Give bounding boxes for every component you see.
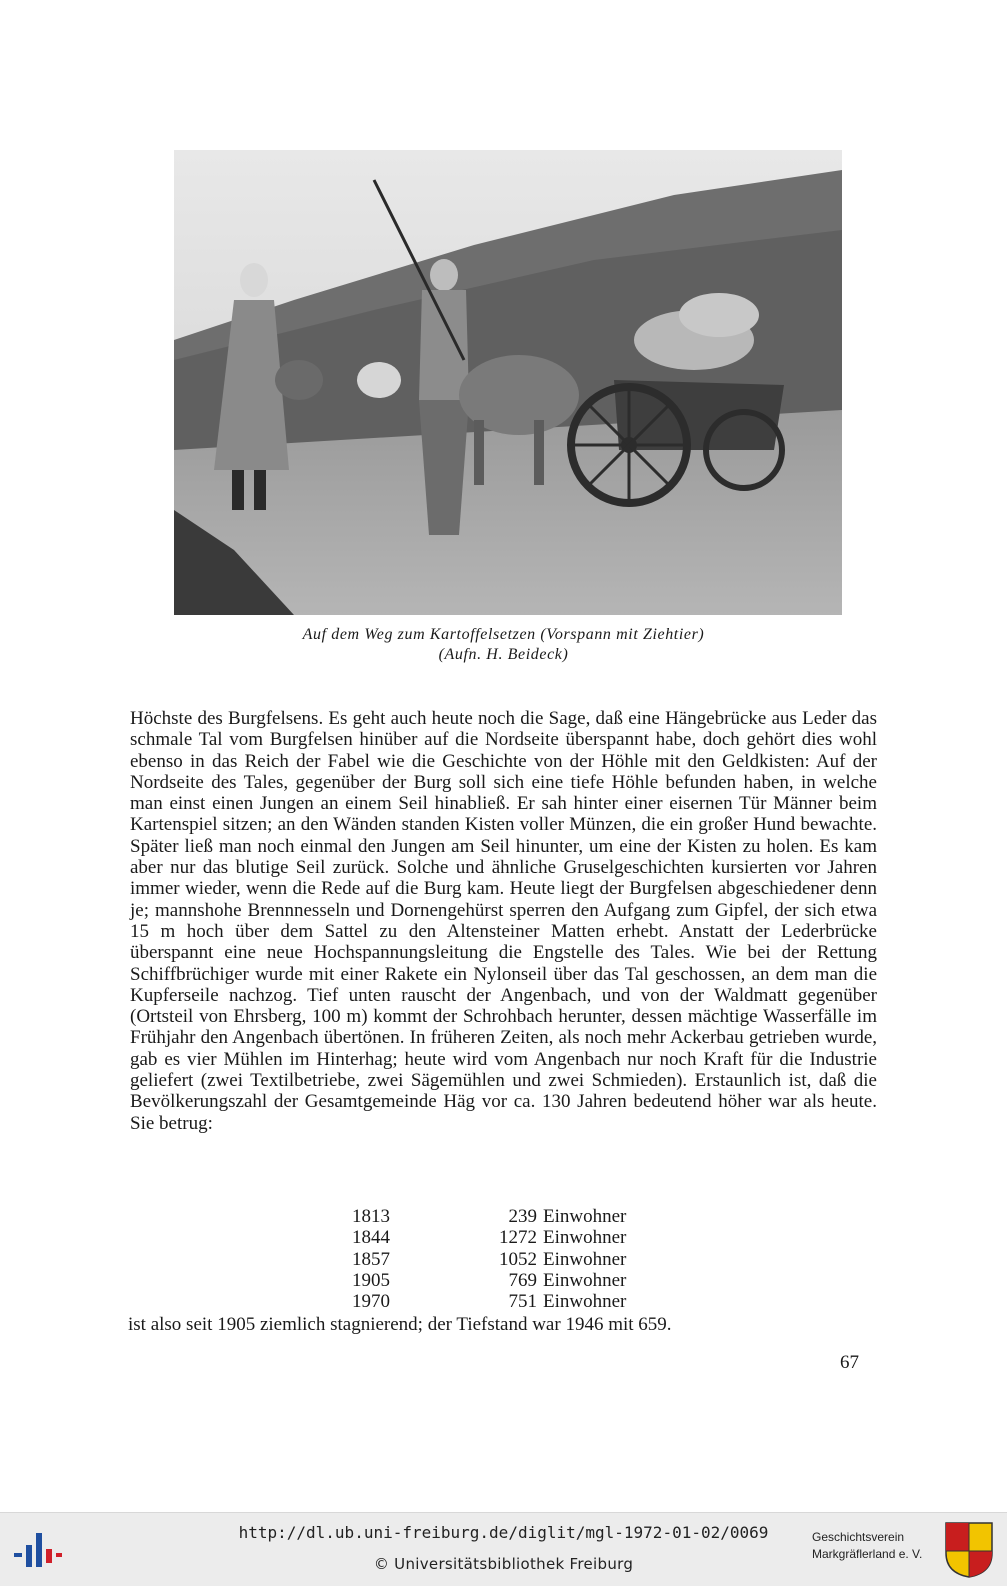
population-year: 1857 (352, 1248, 390, 1270)
population-unit: Einwohner (543, 1291, 627, 1313)
photo-caption (130, 625, 877, 665)
caption-credit: (Aufn. H. Beideck) (438, 646, 569, 663)
caption-title: Auf dem Weg zum Kartoffelsetzen (Vorspann mit Ziehtier) (302, 626, 705, 643)
population-unit: Einwohner (543, 1248, 627, 1270)
population-unit: Einwohner (543, 1227, 627, 1249)
historical-photo (174, 150, 842, 615)
association-line2: Markgräflerland e. V. (812, 1547, 923, 1561)
population-row (352, 1270, 626, 1291)
population-row (352, 1291, 626, 1312)
population-row (352, 1249, 626, 1270)
footer-bar (0, 1512, 1007, 1586)
historical-photo-icon (174, 150, 842, 615)
body-paragraph: Höchste des Burgfelsens. Es geht auch heute noch die Sage, daß eine Hängebrücke aus Leder das schmale Tal vom Burgfelsen hinüber auf die Nordseite überspannt habe, doch gehört dies wohl ebenso in das Reich der Fabel wie die Geschichte von der Höhle mit den Geldkisten: Auf der Nordseite des Tales, gegenüber der Burg soll sich eine tiefe Höhle befunden haben, in welche man einst einen Jungen an einem Seil hinabließ. Er sah hinter einer eisernen Tür Männer beim Kartenspiel sitzen; an den Wänden standen Kisten voller Münzen, die ein großer Hund bewachte. Später ließ man noch einmal den Jungen am Seil hinunter, um eine der Kisten zu holen. Es kam aber nur das blutige Seil zurück. Solche und ähnliche Gruselgeschichten kursierten vor Jahren immer wieder, wenn die Rede auf die Burg kam. Heute liegt der Burgfelsen abgeschiedener denn je; mannshohe Brennnesseln und Dornengehürst sperren den Aufgang zum Gipfel, der sich etwa 15 m hoch über dem Sattel zu den Altensteiner Matten erhebt. Anstatt der Lederbrücke überspannt eine neue Hochspannungsleitung die Engstelle des Tales. Wie bei der Rettung Schiffbrüchiger wurde mit einer Rakete ein Nylonseil über das Tal geschossen, an dem man die Kupferseile nachzog. Tief unten rauscht der Angenbach, und von der Waldmatt gegenüber (Ortsteil von Ehrsberg, 100 m) kommt der Schrohbach herunter, dessen mächtige Wasserfälle im Frühjahr den Angenbach übertönen. In früheren Zeiten, als noch mehr Ackerbau getrieben wurde, gab es vier Mühlen im Hinterhag; heute wird vom Angenbach nur noch Kraft für die Industrie geliefert (zwei Textilbetriebe, zwei Sägemühlen und zwei Schmieden). Erstaunlich ist, daß die Bevölkerungszahl der Gesamtgemeinde Häg vor ca. 130 Jahren bedeutend höher war als heute. Sie betrug: (130, 708, 877, 1134)
population-row (352, 1206, 626, 1227)
population-count: 1052 (499, 1248, 537, 1270)
association-line1: Geschichtsverein (812, 1530, 905, 1544)
association-name (812, 1529, 942, 1563)
population-unit: Einwohner (543, 1206, 627, 1227)
population-table (352, 1206, 626, 1312)
population-count: 1272 (499, 1227, 537, 1249)
population-row (352, 1227, 626, 1248)
copyright-notice: © Universitätsbibliothek Freiburg (373, 1555, 634, 1573)
population-count: 751 (508, 1291, 537, 1313)
source-url[interactable]: http://dl.ub.uni-freiburg.de/diglit/mgl-1972-01-02/0069 (238, 1523, 769, 1542)
body-text (130, 708, 877, 1134)
population-year: 1844 (352, 1227, 390, 1249)
coat-of-arms-icon (944, 1521, 994, 1579)
page-number: 67 (840, 1352, 859, 1373)
population-year: 1970 (352, 1291, 390, 1313)
population-year: 1905 (352, 1269, 390, 1291)
population-count: 239 (508, 1206, 537, 1227)
closing-sentence: ist also seit 1905 ziemlich stagnierend; der Tiefstand war 1946 mit 659. (128, 1314, 672, 1335)
population-unit: Einwohner (543, 1269, 627, 1291)
population-year: 1813 (352, 1206, 390, 1227)
population-count: 769 (508, 1269, 537, 1291)
